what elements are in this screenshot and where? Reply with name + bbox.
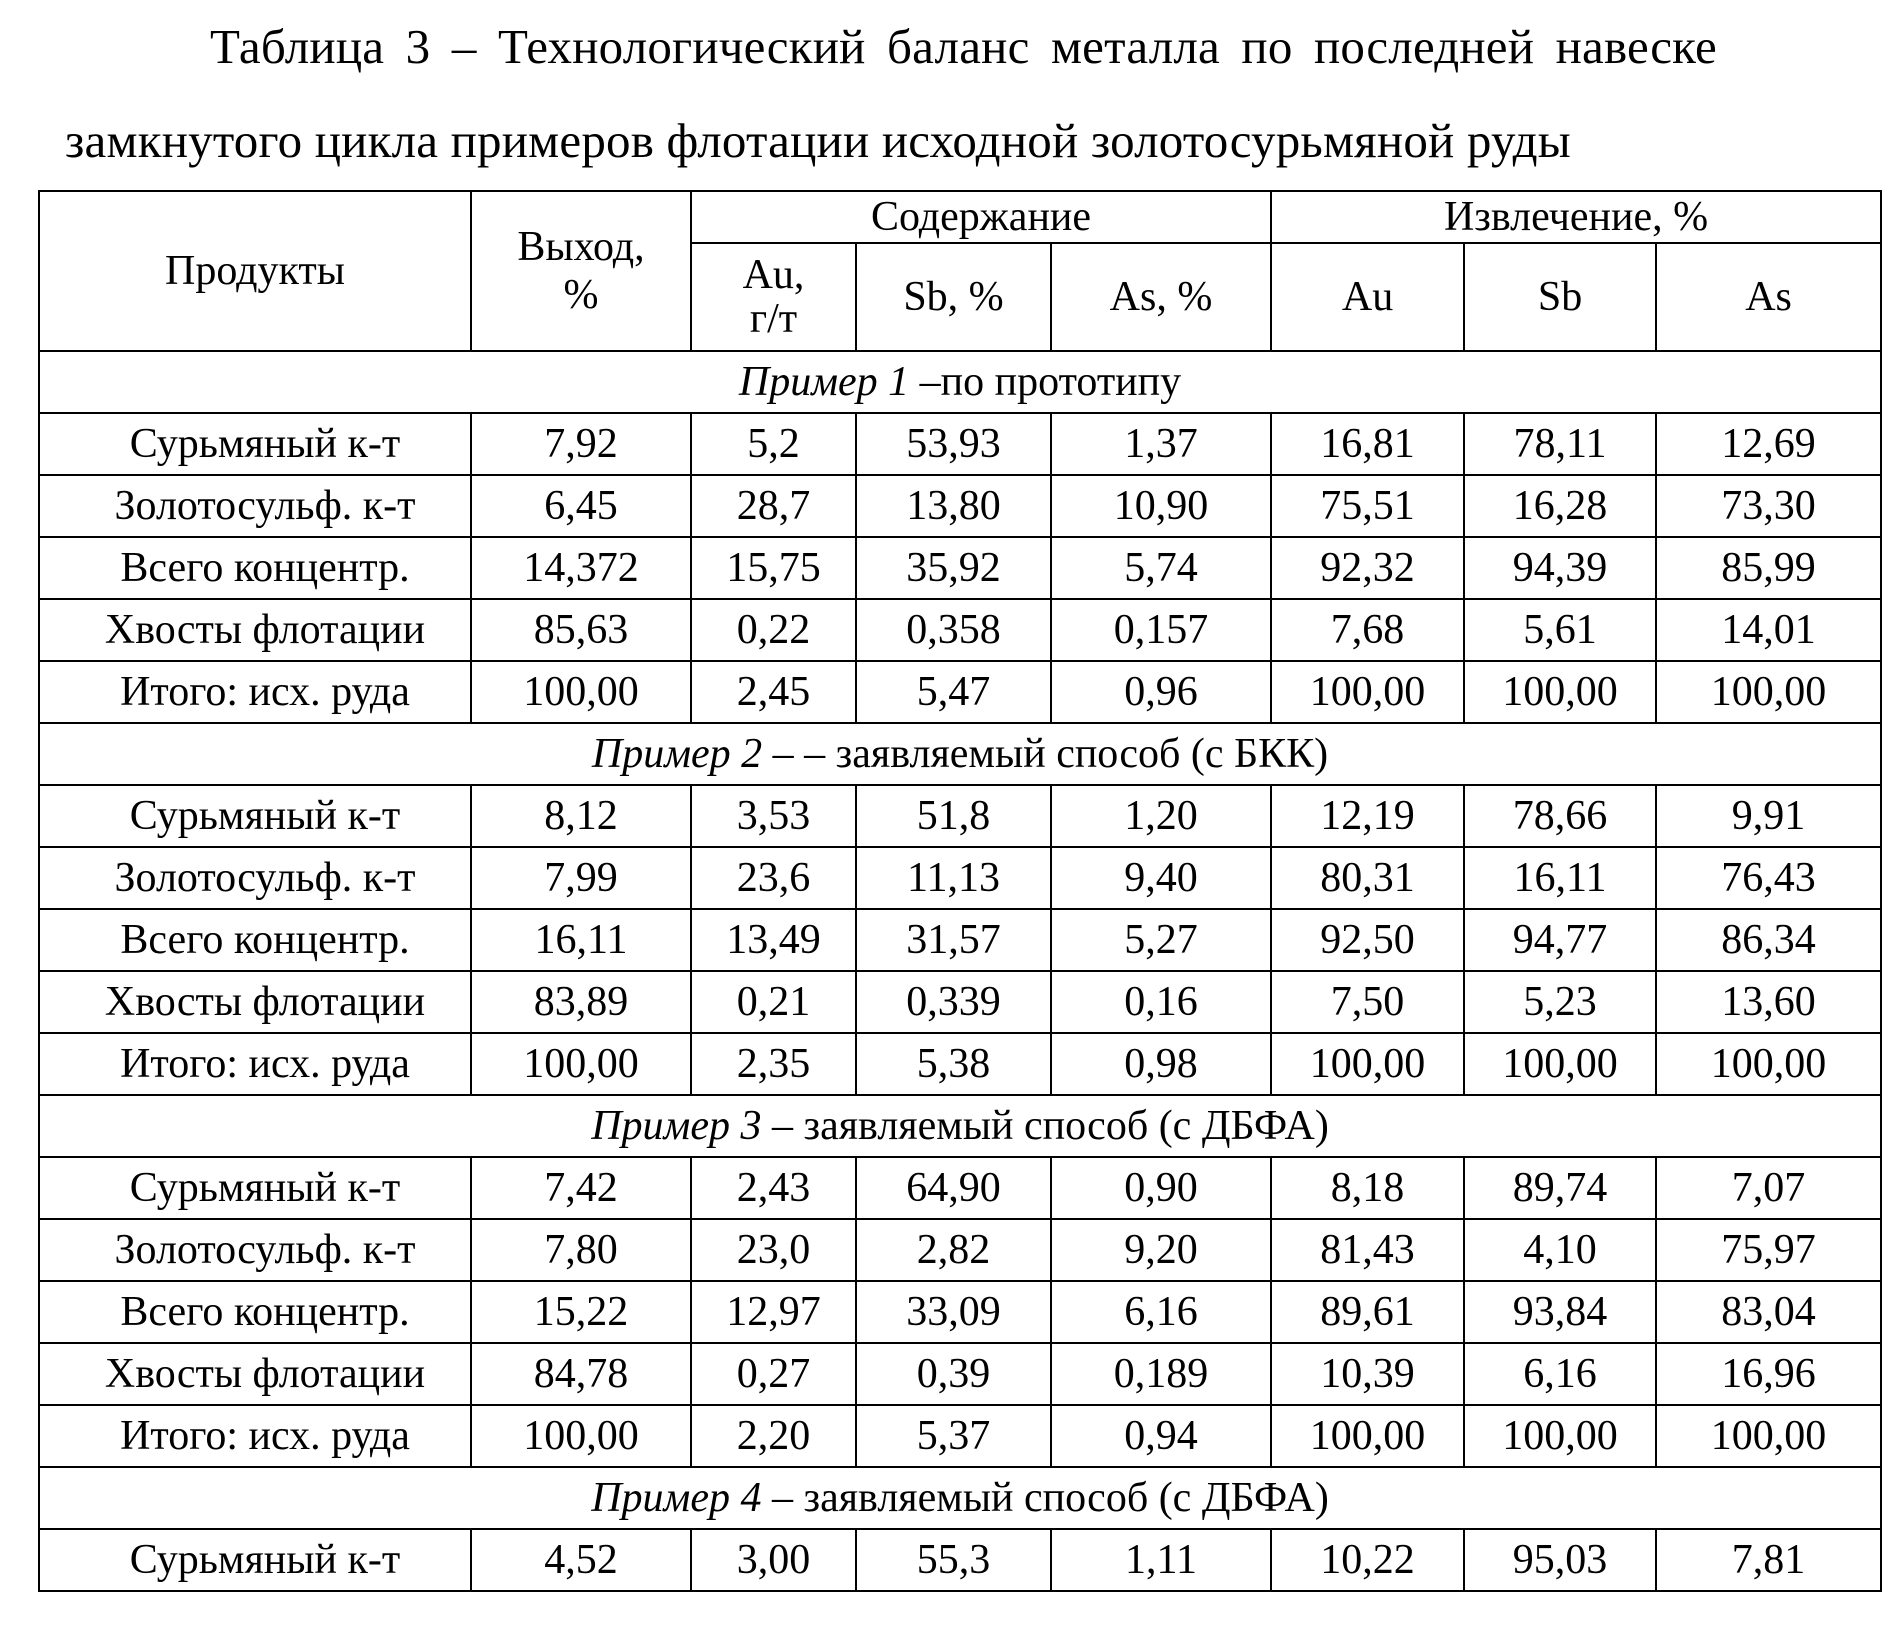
recovery-sb-cell: 100,00 [1464, 1405, 1656, 1467]
header-recovery-sb: Sb [1464, 243, 1656, 351]
content-sb-cell: 33,09 [856, 1281, 1051, 1343]
yield-cell: 100,00 [471, 1405, 691, 1467]
method-label: – заявляемый способ (с ДБФА) [761, 1103, 1329, 1149]
recovery-au-cell: 81,43 [1271, 1219, 1464, 1281]
content-sb-cell: 5,38 [856, 1033, 1051, 1095]
recovery-as-cell: 100,00 [1656, 1405, 1881, 1467]
content-sb-cell: 51,8 [856, 785, 1051, 847]
content-sb-cell: 35,92 [856, 537, 1051, 599]
product-name: Сурьмяный к-т [39, 413, 471, 475]
content-sb-cell: 0,358 [856, 599, 1051, 661]
product-name: Итого: исх. руда [39, 1405, 471, 1467]
product-name: Золотосульф. к-т [39, 847, 471, 909]
yield-cell: 4,52 [471, 1529, 691, 1591]
content-au-cell: 23,0 [691, 1219, 856, 1281]
header-content-au [691, 243, 856, 351]
recovery-au-cell: 100,00 [1271, 1405, 1464, 1467]
yield-cell: 100,00 [471, 1033, 691, 1095]
header-yield-line2: % [563, 272, 599, 318]
caption-line-1: Таблица 3 – Технологический баланс металла по последней навеске [210, 19, 1717, 74]
recovery-au-cell: 7,50 [1271, 971, 1464, 1033]
recovery-as-cell: 100,00 [1656, 661, 1881, 723]
recovery-au-cell: 100,00 [1271, 1033, 1464, 1095]
header-yield [471, 191, 691, 351]
content-au-cell: 28,7 [691, 475, 856, 537]
recovery-as-cell: 16,96 [1656, 1343, 1881, 1405]
content-as-cell: 9,20 [1051, 1219, 1271, 1281]
table-row [39, 599, 1881, 661]
recovery-as-cell: 75,97 [1656, 1219, 1881, 1281]
recovery-sb-cell: 89,74 [1464, 1157, 1656, 1219]
content-au-cell: 13,49 [691, 909, 856, 971]
product-name: Сурьмяный к-т [39, 785, 471, 847]
table-row [39, 475, 1881, 537]
yield-cell: 84,78 [471, 1343, 691, 1405]
content-as-cell: 6,16 [1051, 1281, 1271, 1343]
yield-cell: 14,372 [471, 537, 691, 599]
content-sb-cell: 31,57 [856, 909, 1051, 971]
content-au-cell: 15,75 [691, 537, 856, 599]
yield-cell: 100,00 [471, 661, 691, 723]
header-recovery-au: Au [1271, 243, 1464, 351]
yield-cell: 6,45 [471, 475, 691, 537]
section-header-row [39, 1095, 1881, 1157]
content-as-cell: 0,96 [1051, 661, 1271, 723]
recovery-as-cell: 76,43 [1656, 847, 1881, 909]
header-recovery-as: As [1656, 243, 1881, 351]
recovery-au-cell: 10,22 [1271, 1529, 1464, 1591]
section-title [39, 723, 1881, 785]
table-row [39, 1529, 1881, 1591]
content-au-cell: 2,43 [691, 1157, 856, 1219]
content-as-cell: 0,157 [1051, 599, 1271, 661]
recovery-as-cell: 13,60 [1656, 971, 1881, 1033]
content-sb-cell: 5,37 [856, 1405, 1051, 1467]
content-sb-cell: 55,3 [856, 1529, 1051, 1591]
content-as-cell: 10,90 [1051, 475, 1271, 537]
header-content-au-line2: г/т [749, 296, 798, 342]
content-au-cell: 3,00 [691, 1529, 856, 1591]
content-sb-cell: 64,90 [856, 1157, 1051, 1219]
table-row [39, 1281, 1881, 1343]
table-row [39, 537, 1881, 599]
content-sb-cell: 53,93 [856, 413, 1051, 475]
content-au-cell: 0,21 [691, 971, 856, 1033]
recovery-sb-cell: 95,03 [1464, 1529, 1656, 1591]
header-content-sb: Sb, % [856, 243, 1051, 351]
yield-cell: 7,42 [471, 1157, 691, 1219]
example-label: Пример 1 [738, 359, 910, 405]
recovery-sb-cell: 100,00 [1464, 661, 1656, 723]
product-name: Золотосульф. к-т [39, 475, 471, 537]
content-au-cell: 23,6 [691, 847, 856, 909]
section-header-row [39, 723, 1881, 785]
content-as-cell: 1,20 [1051, 785, 1271, 847]
section-header-row [39, 1467, 1881, 1529]
content-au-cell: 0,22 [691, 599, 856, 661]
yield-cell: 7,99 [471, 847, 691, 909]
content-sb-cell: 5,47 [856, 661, 1051, 723]
recovery-sb-cell: 4,10 [1464, 1219, 1656, 1281]
yield-cell: 85,63 [471, 599, 691, 661]
content-au-cell: 2,20 [691, 1405, 856, 1467]
recovery-au-cell: 10,39 [1271, 1343, 1464, 1405]
content-as-cell: 9,40 [1051, 847, 1271, 909]
content-as-cell: 5,27 [1051, 909, 1271, 971]
content-au-cell: 2,35 [691, 1033, 856, 1095]
table-row [39, 847, 1881, 909]
recovery-as-cell: 12,69 [1656, 413, 1881, 475]
section-title [39, 351, 1881, 413]
product-name: Сурьмяный к-т [39, 1529, 471, 1591]
section-header-row [39, 351, 1881, 413]
recovery-sb-cell: 78,66 [1464, 785, 1656, 847]
header-content-au-line1: Au, [742, 252, 805, 298]
recovery-sb-cell: 94,77 [1464, 909, 1656, 971]
content-as-cell: 0,98 [1051, 1033, 1271, 1095]
content-au-cell: 0,27 [691, 1343, 856, 1405]
recovery-au-cell: 92,50 [1271, 909, 1464, 971]
method-label: – – заявляемый способ (с БКК) [762, 731, 1329, 777]
recovery-au-cell: 92,32 [1271, 537, 1464, 599]
product-name: Всего концентр. [39, 537, 471, 599]
header-products: Продукты [39, 191, 471, 351]
example-label: Пример 2 [591, 731, 763, 777]
yield-cell: 7,80 [471, 1219, 691, 1281]
header-row-1 [39, 191, 1881, 243]
content-as-cell: 0,16 [1051, 971, 1271, 1033]
recovery-sb-cell: 5,61 [1464, 599, 1656, 661]
content-as-cell: 0,90 [1051, 1157, 1271, 1219]
recovery-au-cell: 80,31 [1271, 847, 1464, 909]
yield-cell: 16,11 [471, 909, 691, 971]
content-as-cell: 1,37 [1051, 413, 1271, 475]
table-row [39, 1219, 1881, 1281]
section-title [39, 1095, 1881, 1157]
header-content-as: As, % [1051, 243, 1271, 351]
method-label: – заявляемый способ (с ДБФА) [761, 1475, 1329, 1521]
recovery-as-cell: 14,01 [1656, 599, 1881, 661]
table-row [39, 971, 1881, 1033]
table-row [39, 1157, 1881, 1219]
caption-line-2: замкнутого цикла примеров флотации исходной золотосурьмяной руды [65, 113, 1571, 168]
content-au-cell: 3,53 [691, 785, 856, 847]
recovery-sb-cell: 100,00 [1464, 1033, 1656, 1095]
recovery-au-cell: 100,00 [1271, 661, 1464, 723]
content-sb-cell: 13,80 [856, 475, 1051, 537]
yield-cell: 83,89 [471, 971, 691, 1033]
product-name: Всего концентр. [39, 909, 471, 971]
header-content-group: Содержание [691, 191, 1271, 243]
content-au-cell: 5,2 [691, 413, 856, 475]
table-row [39, 785, 1881, 847]
table-row [39, 413, 1881, 475]
product-name: Сурьмяный к-т [39, 1157, 471, 1219]
recovery-as-cell: 86,34 [1656, 909, 1881, 971]
yield-cell: 15,22 [471, 1281, 691, 1343]
product-name: Итого: исх. руда [39, 661, 471, 723]
recovery-sb-cell: 78,11 [1464, 413, 1656, 475]
metal-balance-table [38, 190, 1882, 1592]
content-as-cell: 1,11 [1051, 1529, 1271, 1591]
product-name: Золотосульф. к-т [39, 1219, 471, 1281]
recovery-sb-cell: 16,11 [1464, 847, 1656, 909]
recovery-as-cell: 73,30 [1656, 475, 1881, 537]
product-name: Всего концентр. [39, 1281, 471, 1343]
recovery-sb-cell: 16,28 [1464, 475, 1656, 537]
content-sb-cell: 0,39 [856, 1343, 1051, 1405]
content-au-cell: 2,45 [691, 661, 856, 723]
recovery-as-cell: 7,81 [1656, 1529, 1881, 1591]
table-row [39, 1405, 1881, 1467]
product-name: Хвосты флотации [39, 1343, 471, 1405]
recovery-as-cell: 9,91 [1656, 785, 1881, 847]
recovery-au-cell: 89,61 [1271, 1281, 1464, 1343]
method-label: –по прототипу [909, 359, 1182, 405]
recovery-as-cell: 83,04 [1656, 1281, 1881, 1343]
recovery-au-cell: 75,51 [1271, 475, 1464, 537]
table-row [39, 1033, 1881, 1095]
content-au-cell: 12,97 [691, 1281, 856, 1343]
table-row [39, 1343, 1881, 1405]
content-as-cell: 0,94 [1051, 1405, 1271, 1467]
recovery-au-cell: 16,81 [1271, 413, 1464, 475]
product-name: Хвосты флотации [39, 599, 471, 661]
content-sb-cell: 2,82 [856, 1219, 1051, 1281]
recovery-as-cell: 100,00 [1656, 1033, 1881, 1095]
table-caption [65, 0, 1875, 188]
table-row [39, 909, 1881, 971]
example-label: Пример 4 [591, 1475, 762, 1521]
table-row [39, 661, 1881, 723]
yield-cell: 7,92 [471, 413, 691, 475]
content-sb-cell: 0,339 [856, 971, 1051, 1033]
header-recovery-group: Извлечение, % [1271, 191, 1881, 243]
recovery-sb-cell: 6,16 [1464, 1343, 1656, 1405]
product-name: Итого: исх. руда [39, 1033, 471, 1095]
product-name: Хвосты флотации [39, 971, 471, 1033]
recovery-au-cell: 12,19 [1271, 785, 1464, 847]
content-as-cell: 5,74 [1051, 537, 1271, 599]
recovery-as-cell: 85,99 [1656, 537, 1881, 599]
header-yield-line1: Выход, [517, 224, 645, 270]
yield-cell: 8,12 [471, 785, 691, 847]
recovery-sb-cell: 93,84 [1464, 1281, 1656, 1343]
recovery-au-cell: 7,68 [1271, 599, 1464, 661]
content-sb-cell: 11,13 [856, 847, 1051, 909]
recovery-au-cell: 8,18 [1271, 1157, 1464, 1219]
example-label: Пример 3 [591, 1103, 762, 1149]
recovery-sb-cell: 94,39 [1464, 537, 1656, 599]
recovery-as-cell: 7,07 [1656, 1157, 1881, 1219]
content-as-cell: 0,189 [1051, 1343, 1271, 1405]
section-title [39, 1467, 1881, 1529]
recovery-sb-cell: 5,23 [1464, 971, 1656, 1033]
